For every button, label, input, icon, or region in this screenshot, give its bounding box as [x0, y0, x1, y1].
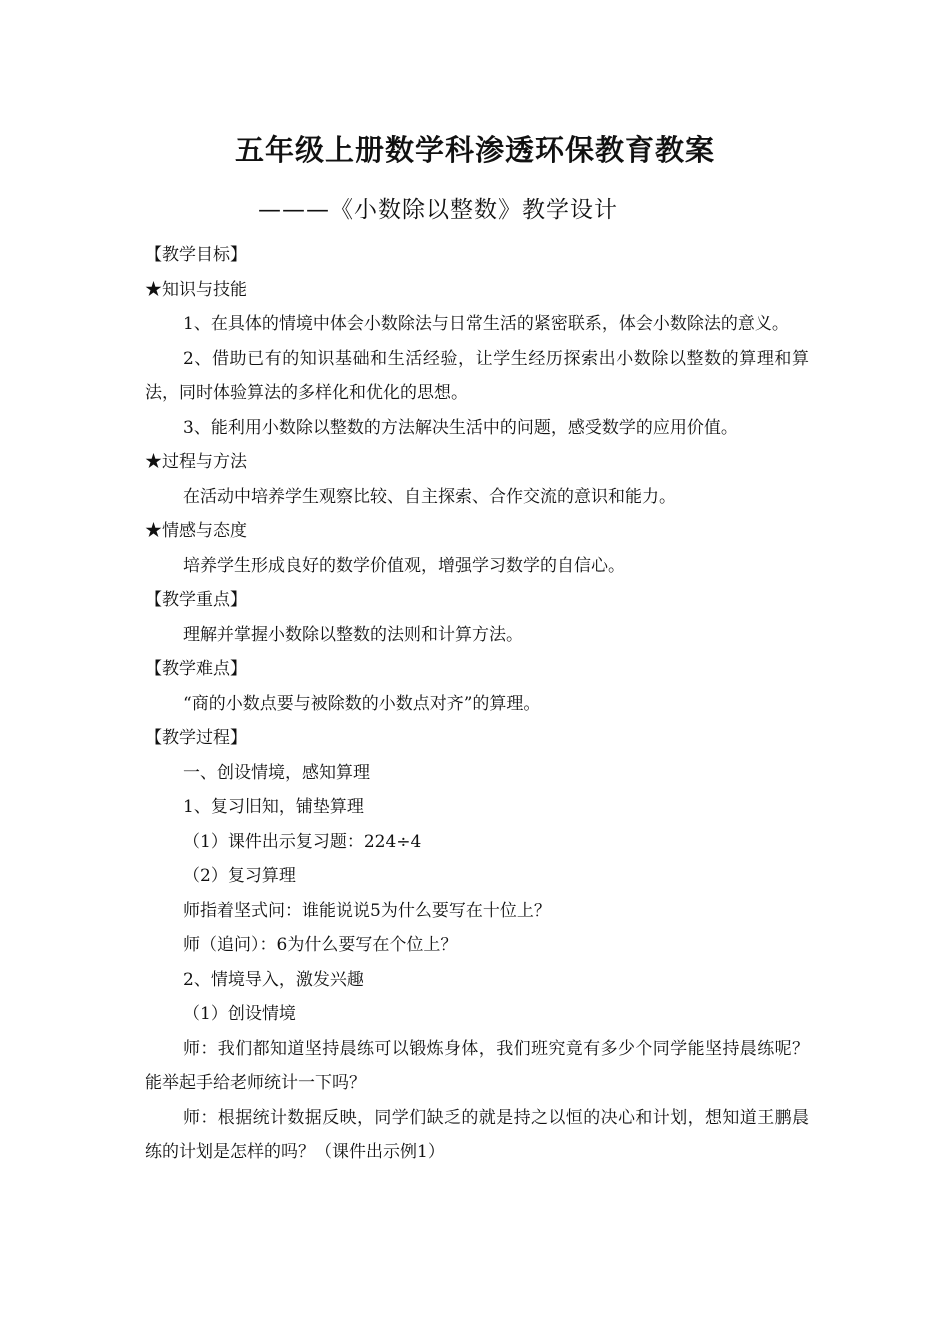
teaching-process-heading: 【教学过程】 — [145, 728, 247, 748]
key-point-heading: 【教学重点】 — [145, 590, 247, 610]
document-title: 五年级上册数学科渗透环保教育教案 — [234, 133, 715, 167]
step-1-2: 2、情境导入，激发兴趣 — [183, 969, 364, 990]
difficulty-heading: 【教学难点】 — [145, 659, 247, 679]
teacher-question-2: 师（追问）：6为什么要写在个位上？ — [183, 935, 458, 955]
knowledge-skills-heading: ★知识与技能 — [145, 279, 247, 300]
teacher-talk-2: 师：根据统计数据反映，同学们缺乏的就是持之以恒的决心和计划，想知道王鹏晨练的计划是怎样的吗？（课件出示例1） — [145, 1107, 809, 1162]
key-point-text: 理解并掌握小数除以整数的法则和计算方法。 — [183, 624, 523, 645]
step-1-1a: （1）课件出示复习题：224÷4 — [183, 831, 422, 852]
step-1-1b: （2）复习算理 — [183, 866, 296, 886]
process-method-heading: ★过程与方法 — [145, 452, 247, 472]
step-1-2a: （1）创设情境 — [183, 1004, 296, 1024]
step-1-title: 一、创设情境，感知算理 — [183, 762, 370, 783]
document-body — [145, 238, 809, 1170]
objective-2: 2、借助已有的知识基础和生活经验，让学生经历探索出小数除以整数的算理和算法，同时体验算法的多样化和优化的思想。 — [145, 348, 809, 403]
objective-1: 1、在具体的情境中体会小数除法与日常生活的紧密联系，体会小数除法的意义。 — [183, 314, 789, 334]
emotion-attitude-text: 培养学生形成良好的数学价值观，增强学习数学的自信心。 — [183, 555, 625, 576]
emotion-attitude-heading: ★情感与态度 — [145, 521, 247, 541]
teacher-talk-1: 师：我们都知道坚持晨练可以锻炼身体，我们班究竟有多少个同学能坚持晨练呢？能举起手给老师统计一下吗？ — [145, 1038, 809, 1093]
document-subtitle: ———《小数除以整数》教学设计 — [258, 197, 618, 223]
difficulty-text: “商的小数点要与被除数的小数点对齐”的算理。 — [183, 693, 541, 714]
process-method-text: 在活动中培养学生观察比较、自主探索、合作交流的意识和能力。 — [183, 486, 676, 507]
teacher-question-1: 师指着坚式问：谁能说说5为什么要写在十位上？ — [183, 900, 551, 921]
step-1-1: 1、复习旧知，铺垫算理 — [183, 797, 364, 817]
objective-3: 3、能利用小数除以整数的方法解决生活中的问题，感受数学的应用价值。 — [183, 417, 738, 438]
objectives-heading: 【教学目标】 — [145, 245, 247, 265]
